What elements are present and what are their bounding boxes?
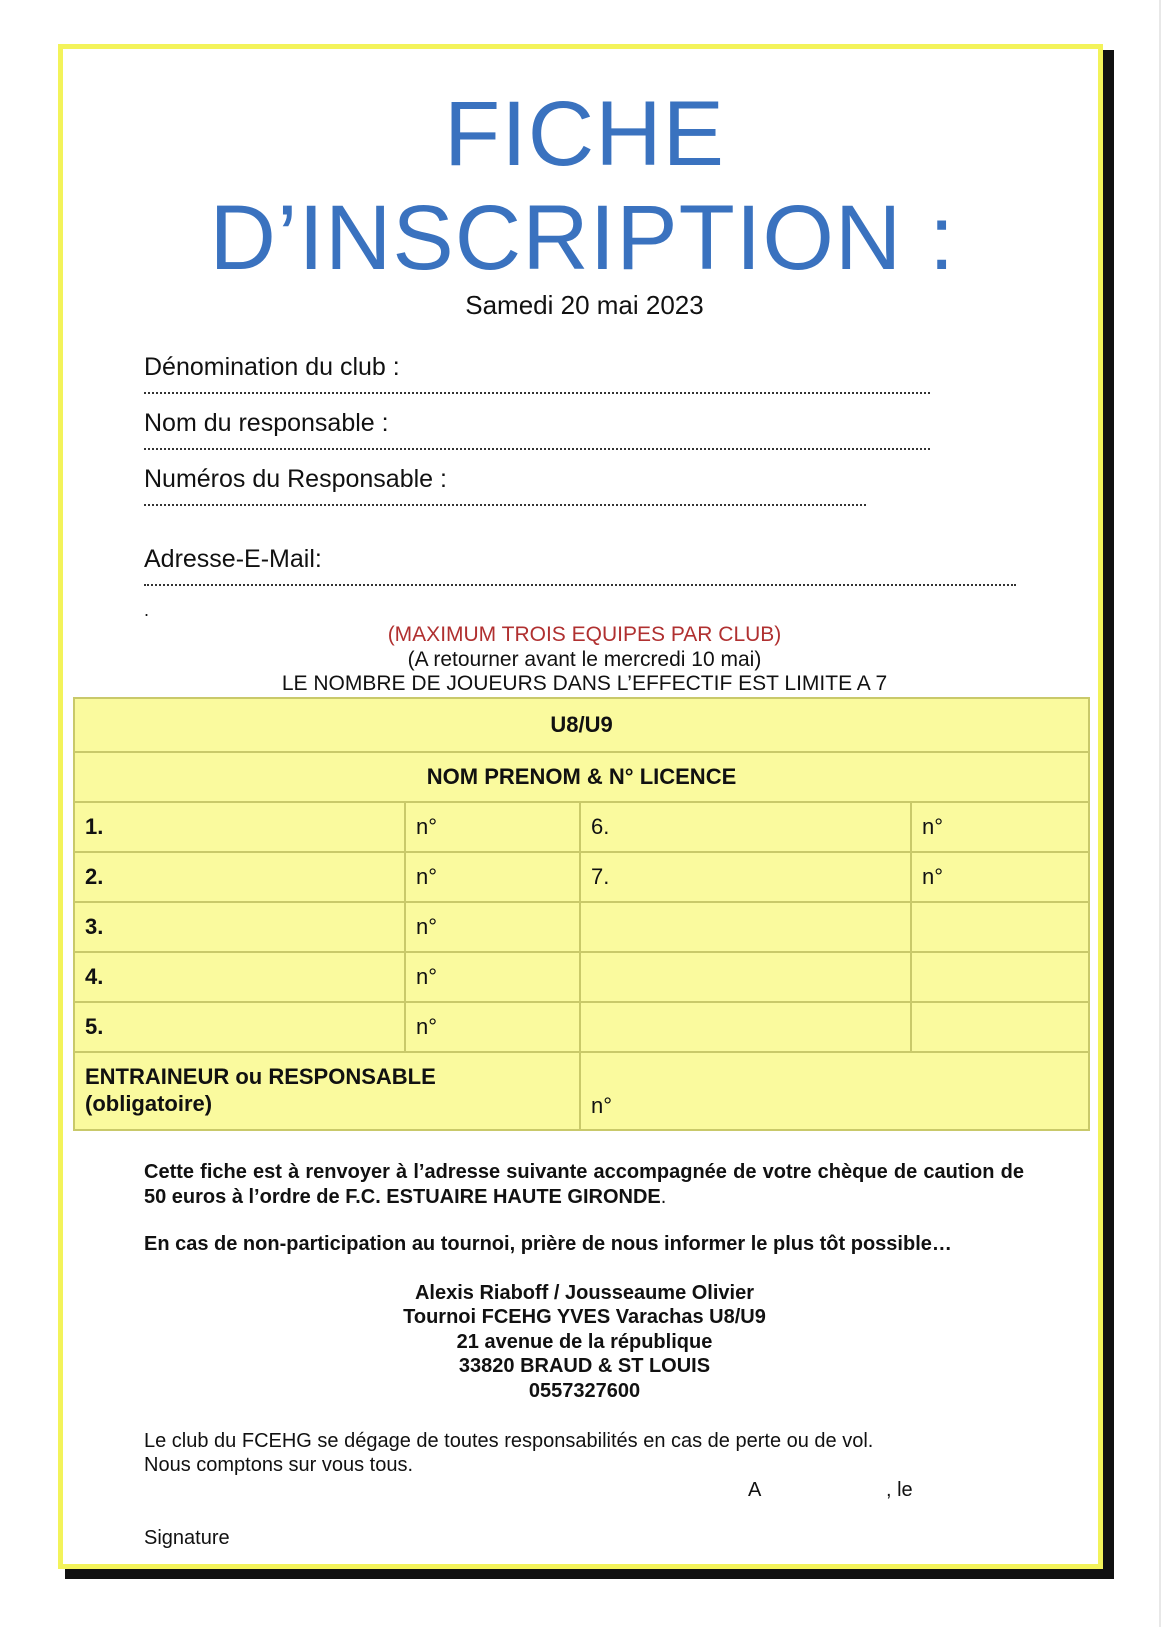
licence-number-cell[interactable]	[911, 902, 1089, 952]
player-name-cell[interactable]: 7.	[580, 852, 911, 902]
licence-number-cell[interactable]	[911, 952, 1089, 1002]
coach-licence-cell[interactable]: n°	[580, 1052, 1089, 1130]
licence-number-cell[interactable]: n°	[405, 802, 580, 852]
player-name-cell[interactable]: 3.	[74, 902, 405, 952]
coach-label-cell	[74, 1052, 580, 1130]
email-label: Adresse-E-Mail:	[144, 545, 322, 573]
player-name-cell[interactable]: 6.	[580, 802, 911, 852]
non-participation-note: En cas de non-participation au tournoi, prière de nous informer le plus tôt possible…	[144, 1233, 952, 1255]
table-row	[74, 802, 1089, 852]
licence-number-cell[interactable]: n°	[911, 802, 1089, 852]
registration-table	[73, 697, 1090, 1131]
player-name-cell[interactable]	[580, 1002, 911, 1052]
title-line-2: D’INSCRIPTION :	[209, 187, 956, 289]
manager-phone-field[interactable]	[144, 502, 866, 506]
column-header: NOM PRENOM & N° LICENCE	[74, 752, 1089, 802]
place-label: A	[748, 1479, 762, 1501]
table-row	[74, 1002, 1089, 1052]
table-row	[74, 852, 1089, 902]
player-name-cell[interactable]: 4.	[74, 952, 405, 1002]
deadline-note: (A retourner avant le mercredi 10 mai)	[407, 648, 762, 671]
closing-line: Nous comptons sur vous tous.	[144, 1454, 414, 1476]
address-line-2: Tournoi FCEHG YVES Varachas U8/U9	[403, 1306, 766, 1328]
licence-number-cell[interactable]: n°	[405, 852, 580, 902]
email-field[interactable]	[144, 582, 1016, 586]
address-line-1: Alexis Riaboff / Jousseaume Olivier	[414, 1282, 754, 1304]
event-date: Samedi 20 mai 2023	[465, 290, 704, 320]
address-phone: 0557327600	[528, 1380, 641, 1402]
table-row	[74, 902, 1089, 952]
player-name-cell[interactable]: 5.	[74, 1002, 405, 1052]
licence-number-cell[interactable]: n°	[405, 1002, 580, 1052]
signature-label: Signature	[144, 1527, 230, 1549]
table-row	[74, 952, 1089, 1002]
return-instructions-period: .	[660, 1186, 667, 1208]
manager-name-label: Nom du responsable :	[144, 409, 389, 437]
club-name-label: Dénomination du club :	[144, 353, 400, 381]
address-line-4: 33820 BRAUD & ST LOUIS	[458, 1355, 711, 1377]
licence-number-cell[interactable]	[911, 1002, 1089, 1052]
coach-label: ENTRAINEUR ou RESPONSABLE	[85, 1064, 436, 1089]
licence-number-cell[interactable]: n°	[405, 952, 580, 1002]
liability-disclaimer: Le club du FCEHG se dégage de toutes responsabilités en cas de perte ou de vol.	[144, 1430, 874, 1452]
player-name-cell[interactable]	[580, 952, 911, 1002]
address-line-3: 21 avenue de la république	[456, 1331, 713, 1353]
email-field-trailing-dot: .	[144, 600, 150, 620]
manager-phone-label: Numéros du Responsable :	[144, 465, 447, 493]
coach-row	[74, 1052, 1089, 1130]
return-instructions	[144, 1160, 1024, 1210]
max-teams-note: (MAXIMUM TROIS EQUIPES PAR CLUB)	[387, 623, 782, 646]
player-name-cell[interactable]	[580, 902, 911, 952]
licence-number-cell[interactable]: n°	[911, 852, 1089, 902]
player-name-cell[interactable]: 1.	[74, 802, 405, 852]
player-name-cell[interactable]: 2.	[74, 852, 405, 902]
date-label: , le	[886, 1479, 913, 1501]
category-header: U8/U9	[74, 698, 1089, 752]
coach-mandatory-label: (obligatoire)	[85, 1091, 213, 1116]
players-limit-note: LE NOMBRE DE JOUEURS DANS L’EFFECTIF EST LIMITE A 7	[281, 672, 888, 695]
licence-number-cell[interactable]: n°	[405, 902, 580, 952]
title-line-1: FICHE	[444, 83, 725, 185]
return-instructions-text: Cette fiche est à renvoyer à l’adresse suivante accompagnée de votre chèque de caution de 50 euros à l’ordre de F.C. ESTUAIRE HAUTE GIRONDE	[144, 1161, 1024, 1208]
club-name-field[interactable]	[144, 390, 930, 394]
manager-name-field[interactable]	[144, 446, 930, 450]
